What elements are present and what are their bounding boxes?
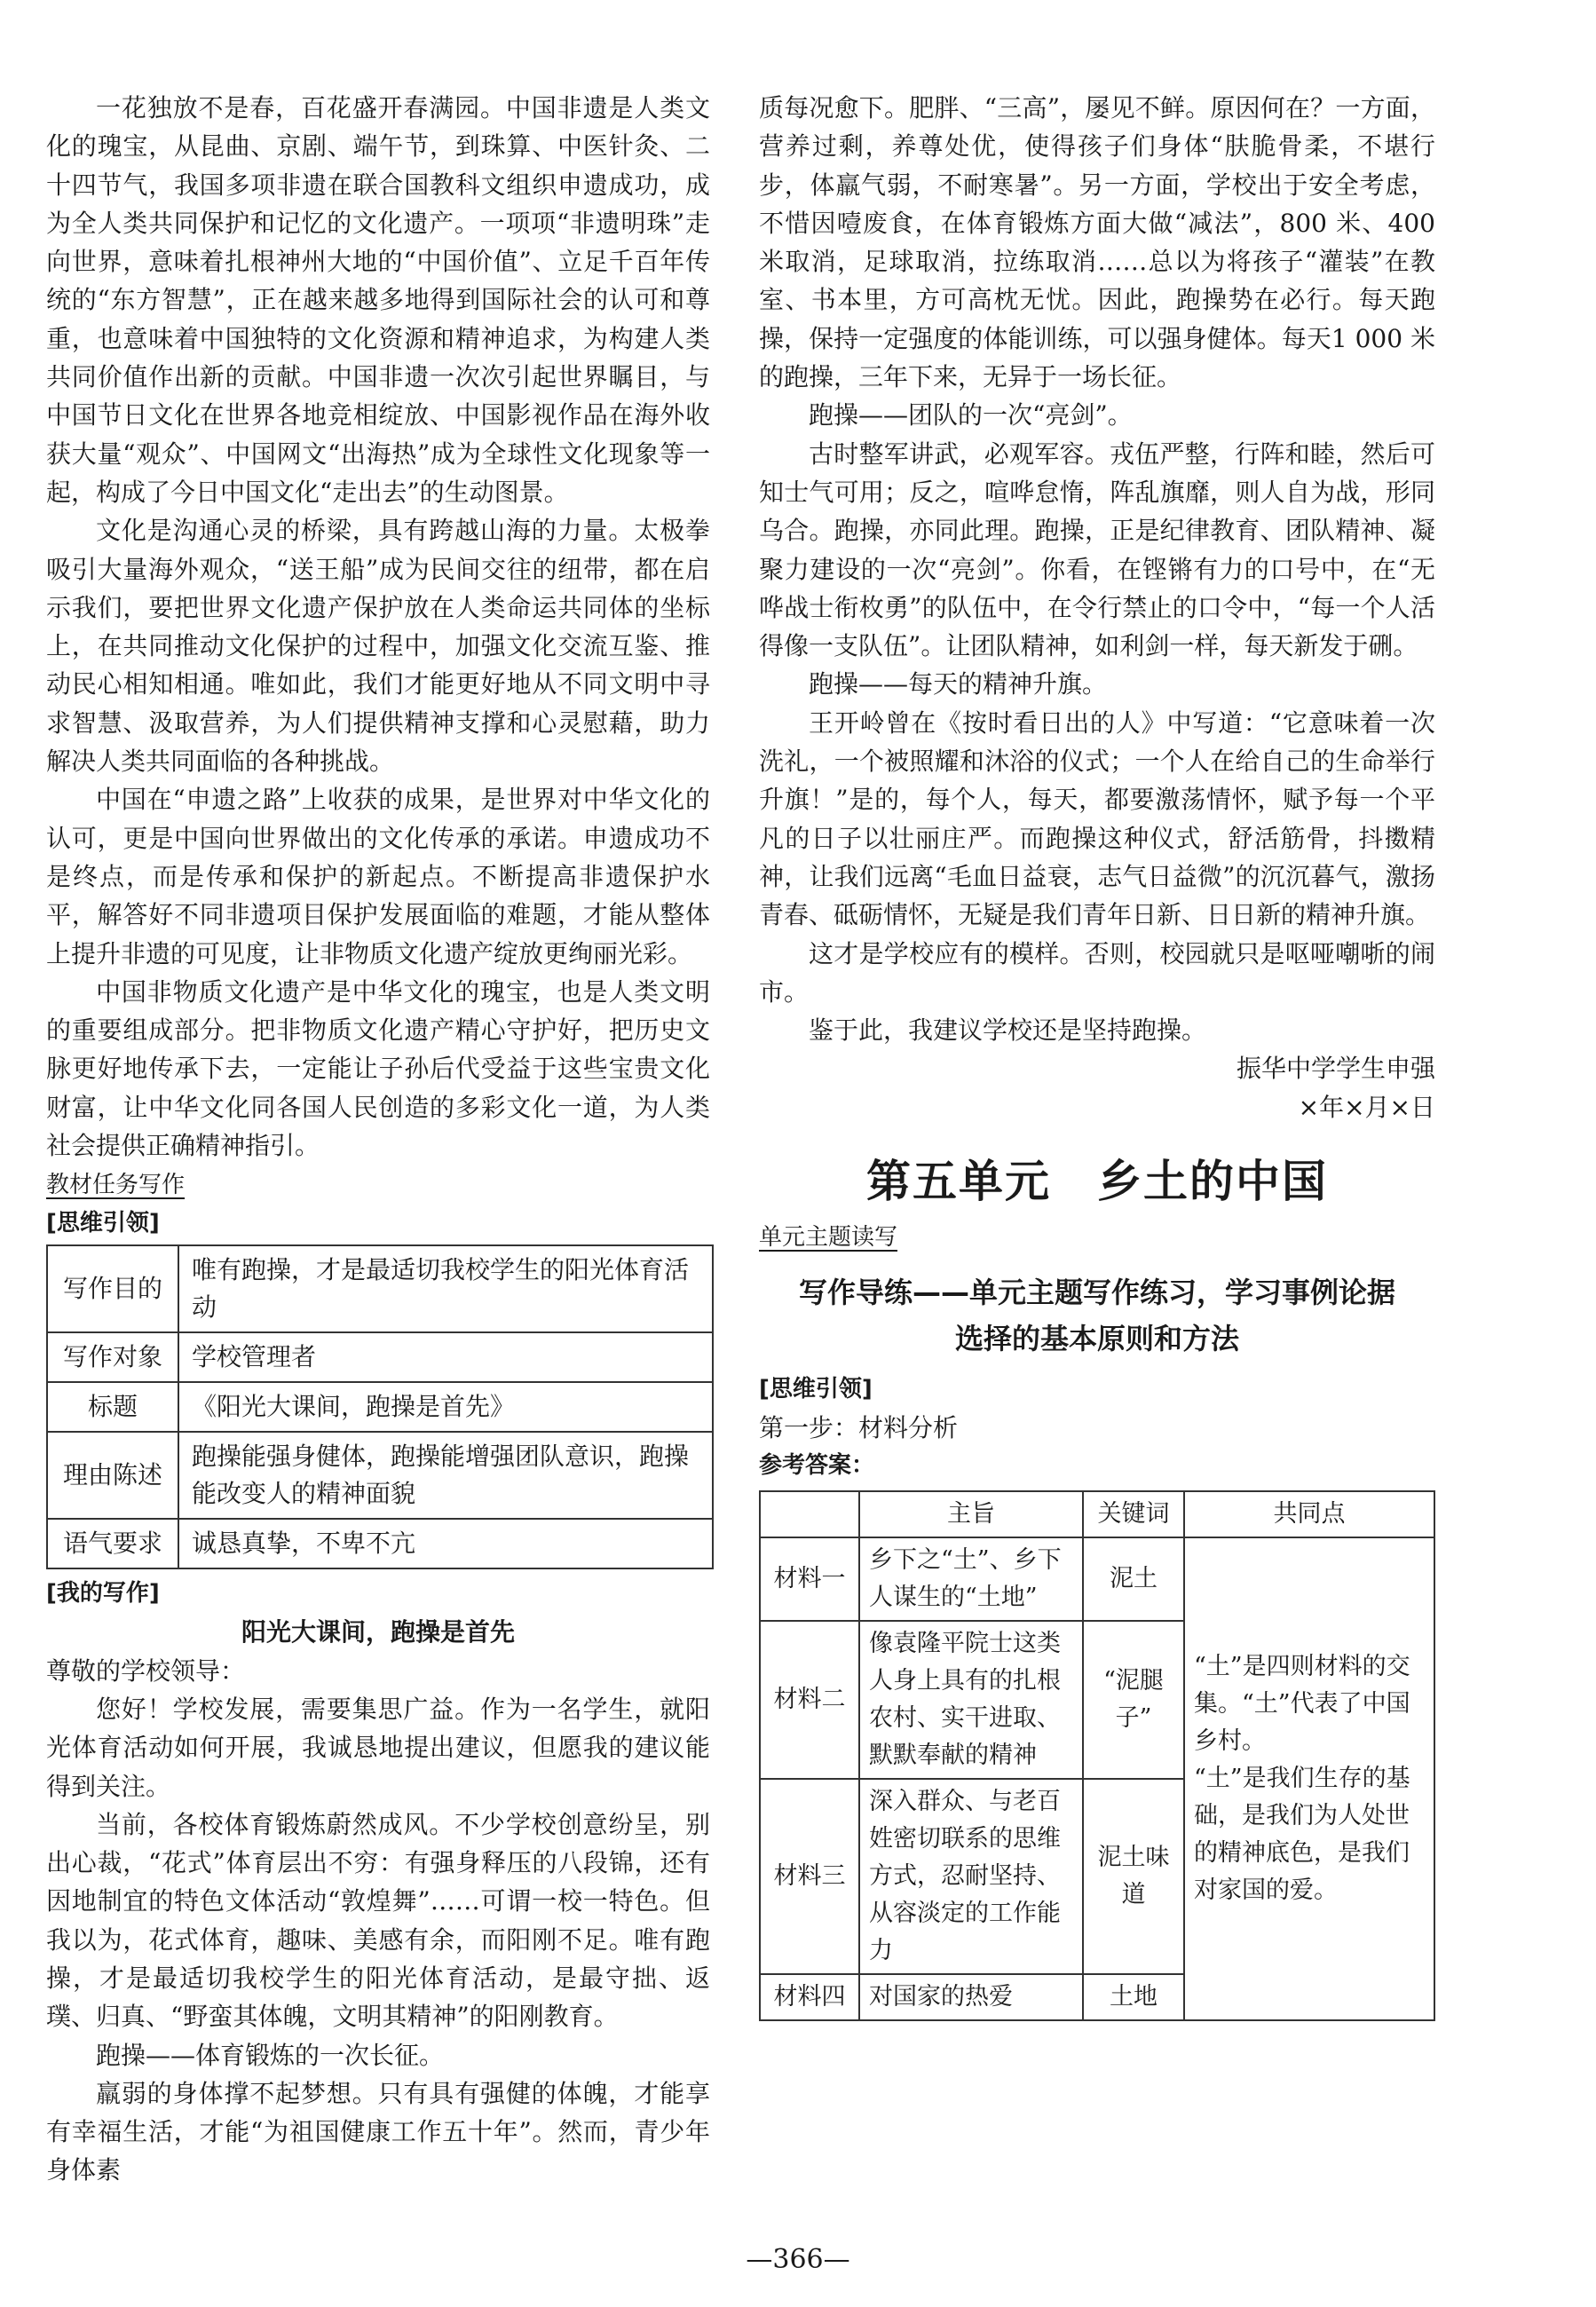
common-point-cell xyxy=(1184,1537,1434,2020)
guide-title-line: 选择的基本原则和方法 xyxy=(954,1322,1239,1356)
table-value: 学校管理者 xyxy=(178,1332,713,1382)
table-header: 关键词 xyxy=(1083,1491,1184,1537)
common-point: “土”是我们生存的基础，是我们为人处世的精神底色，是我们对家国的爱。 xyxy=(1194,1765,1410,1905)
table-label: 语气要求 xyxy=(47,1519,178,1568)
essay-paragraph: 当前，各校体育锻炼蔚然成风。不少学校创意纷呈，别出心裁，“花式”体育层出不穷：有强身释压的八段锦，还有因地制宜的特色文体活动“敦煌舞”……可谓一校一特色。但我以为，花式体育，趣味、美感有余，而阳刚不足。唯有跑操，才是最适切我校学生的阳光体育活动，是最守拙、返璞、归真、“野蛮其体魄，文明其精神”的阳刚教育。 xyxy=(46,1809,710,2032)
table-header xyxy=(760,1491,859,1537)
guide-title-line: 写作导练——单元主题写作练习，学习事例论据 xyxy=(798,1276,1395,1310)
material-keyword: “泥腿子” xyxy=(1083,1621,1184,1779)
essay-paragraph: 您好！学校发展，需要集思广益。作为一名学生，就阳光体育活动如何开展，我诚恳地提出建议，但愿我的建议能得到关注。 xyxy=(46,1694,710,1801)
step-label: 第一步：材料分析 xyxy=(759,1413,959,1443)
left-column xyxy=(46,89,710,2190)
essay-paragraph: 质每况愈下。肥胖、“三高”，屡见不鲜。原因何在？一方面，营养过剩，养尊处优，使得孩子们身体“肤脆骨柔，不堪行步，体羸气弱，不耐寒暑”。另一方面，学校出于安全考虑，不惜因噎废食，在体育锻炼方面大做“减法”，800 米、400 米取消，足球取消，拉练取消……总以为将孩子“灌装”在教室、书本里，方可高枕无忧。因此，跑操势在必行。每天跑操，保持一定强度的体能训练，可以强身健体。每天1 000 米的跑操，三年下来，无异于一场长征。 xyxy=(759,93,1435,392)
material-name: 材料一 xyxy=(760,1537,859,1621)
body-paragraph: 中国非物质文化遗产是中华文化的瑰宝，也是人类文明的重要组成部分。把非物质文化遗产精心守护好，把历史文脉更好地传承下去，一定能让子孙后代受益于这些宝贵文化财富，让中华文化同各国人民创造的多彩文化一道，为人类社会提供正确精神指引。 xyxy=(46,976,710,1161)
material-theme: 深入群众、与老百姓密切联系的思维方式，忍耐坚持、从容淡定的工作能力 xyxy=(859,1779,1083,1974)
body-paragraph: 一花独放不是春，百花盛开春满园。中国非遗是人类文化的瑰宝，从昆曲、京剧、端午节，到珠算、中医针灸、二十四节气，我国多项非遗在联合国教科文组织申遗成功，成为全人类共同保护和记忆的文化遗产。一项项“非遗明珠”走向世界，意味着扎根神州大地的“中国价值”、立足千百年传统的“东方智慧”，正在越来越多地得到国际社会的认可和尊重，也意味着中国独特的文化资源和精神追求，为构建人类共同价值作出新的贡献。中国非遗一次次引起世界瞩目，与中国节日文化在世界各地竞相绽放、中国影视作品在海外收获大量“观众”、中国网文“出海热”成为全球性文化现象等一起，构成了今日中国文化“走出去”的生动图景。 xyxy=(46,93,710,507)
guide-title xyxy=(759,1269,1435,1362)
essay-paragraph: 古时整军讲武，必观军容。戎伍严整，行阵和睦，然后可知士气可用；反之，喧哗怠惰，阵乱旗靡，则人自为战，形同乌合。跑操，亦同此理。跑操，正是纪律教育、团队精神、凝聚力建设的一次“亮剑”。你看，在铿锵有力的口号中，在“无哗战士衔枚勇”的队伍中，在令行禁止的口令中，“每一个人活得像一支队伍”。让团队精神，如利剑一样，每天新发于硎。 xyxy=(759,438,1435,661)
table-label: 写作对象 xyxy=(47,1332,178,1382)
date: ×年×月×日 xyxy=(1298,1092,1435,1122)
salutation: 尊敬的学校领导： xyxy=(46,1655,246,1686)
my-writing-label: [我的写作] xyxy=(46,1580,160,1608)
unit-subheading: 单元主题读写 xyxy=(759,1224,898,1252)
table-header: 共同点 xyxy=(1184,1491,1434,1537)
table-row xyxy=(47,1245,713,1332)
table-row xyxy=(760,1537,1434,1621)
table-header-row xyxy=(760,1491,1434,1537)
table-row xyxy=(47,1332,713,1382)
body-paragraph: 文化是沟通心灵的桥梁，具有跨越山海的力量。太极拳吸引大量海外观众，“送王船”成为民间交往的纽带，都在启示我们，要把世界文化遗产保护放在人类命运共同体的坐标上，在共同推动文化保护的过程中，加强文化交流互鉴、推动民心相知相通。唯如此，我们才能更好地从不同文明中寻求智慧、汲取营养，为人们提供精神支撑和心灵慰藉，助力解决人类共同面临的各种挑战。 xyxy=(46,516,710,777)
material-name: 材料四 xyxy=(760,1974,859,2020)
essay-paragraph: 王开岭曾在《按时看日出的人》中写道：“它意味着一次洗礼，一个被照耀和沐浴的仪式；一个人在给自己的生命举行升旗！”是的，每个人，每天，都要激荡情怀，赋予每一个平凡的日子以壮丽庄严。而跑操这种仪式，舒活筋骨，抖擞精神，让我们远离“毛血日益衰，志气日益微”的沉沉暮气，激扬青春、砥砺情怀，无疑是我们青年日新、日日新的精神升旗。 xyxy=(759,707,1435,930)
table-row xyxy=(47,1432,713,1519)
section-heading: 教材任务写作 xyxy=(46,1172,186,1199)
table-label: 理由陈述 xyxy=(47,1432,178,1519)
table-value: 《阳光大课间，跑操是首先》 xyxy=(178,1382,713,1432)
unit-title: 第五单元 乡土的中国 xyxy=(866,1156,1328,1208)
essay-paragraph: 跑操——团队的一次“亮剑”。 xyxy=(809,400,1133,431)
table-value: 唯有跑操，才是最适切我校学生的阳光体育活动 xyxy=(178,1245,713,1332)
table-row xyxy=(47,1382,713,1432)
common-point: “土”是四则材料的交集。“土”代表了中国乡村。 xyxy=(1194,1653,1410,1756)
signature: 振华中学学生申强 xyxy=(1236,1054,1435,1084)
thinking-label: [思维引领] xyxy=(46,1210,160,1237)
material-table xyxy=(759,1490,1435,2021)
table-value: 跑操能强身健体，跑操能增强团队意识，跑操能改变人的精神面貌 xyxy=(178,1432,713,1519)
table-label: 标题 xyxy=(47,1382,178,1432)
task-table xyxy=(46,1244,714,1569)
material-theme: 乡下之“土”、乡下人谋生的“土地” xyxy=(859,1537,1083,1621)
body-paragraph: 中国在“申遗之路”上收获的成果，是世界对中华文化的认可，更是中国向世界做出的文化传承的承诺。申遗成功不是终点，而是传承和保护的新起点。不断提高非遗保护水平，解答好不同非遗项目保护发展面临的难题，才能从整体上提升非遗的可见度，让非物质文化遗产绽放更绚丽光彩。 xyxy=(46,785,710,968)
right-column xyxy=(759,89,1435,2021)
essay-paragraph: 这才是学校应有的模样。否则，校园就只是呕哑嘲哳的闹市。 xyxy=(759,938,1435,1007)
table-row xyxy=(47,1519,713,1568)
essay-paragraph: 跑操——体育锻炼的一次长征。 xyxy=(96,2040,445,2070)
thinking-label: [思维引领] xyxy=(759,1376,873,1403)
material-name: 材料三 xyxy=(760,1779,859,1974)
page-number: —366— xyxy=(746,2244,850,2275)
essay-paragraph: 鉴于此，我建议学校还是坚持跑操。 xyxy=(809,1015,1207,1046)
material-name: 材料二 xyxy=(760,1621,859,1779)
reference-answer-label: 参考答案： xyxy=(759,1452,875,1480)
essay-paragraph: 羸弱的身体撑不起梦想。只有具有强健的体魄，才能享有幸福生活，才能“为祖国健康工作五十年”。然而，青少年身体素 xyxy=(46,2078,710,2185)
table-header: 主旨 xyxy=(859,1491,1083,1537)
material-keyword: 土地 xyxy=(1083,1974,1184,2020)
material-theme: 对国家的热爱 xyxy=(859,1974,1083,2020)
table-value: 诚恳真挚，不卑不亢 xyxy=(178,1519,713,1568)
material-keyword: 泥土 xyxy=(1083,1537,1184,1621)
essay-paragraph: 跑操——每天的精神升旗。 xyxy=(809,669,1108,699)
essay-title: 阳光大课间，跑操是首先 xyxy=(241,1617,515,1647)
table-label: 写作目的 xyxy=(47,1245,178,1332)
material-keyword: 泥土味道 xyxy=(1083,1779,1184,1974)
material-theme: 像袁隆平院士这类人身上具有的扎根农村、实干进取、默默奉献的精神 xyxy=(859,1621,1083,1779)
